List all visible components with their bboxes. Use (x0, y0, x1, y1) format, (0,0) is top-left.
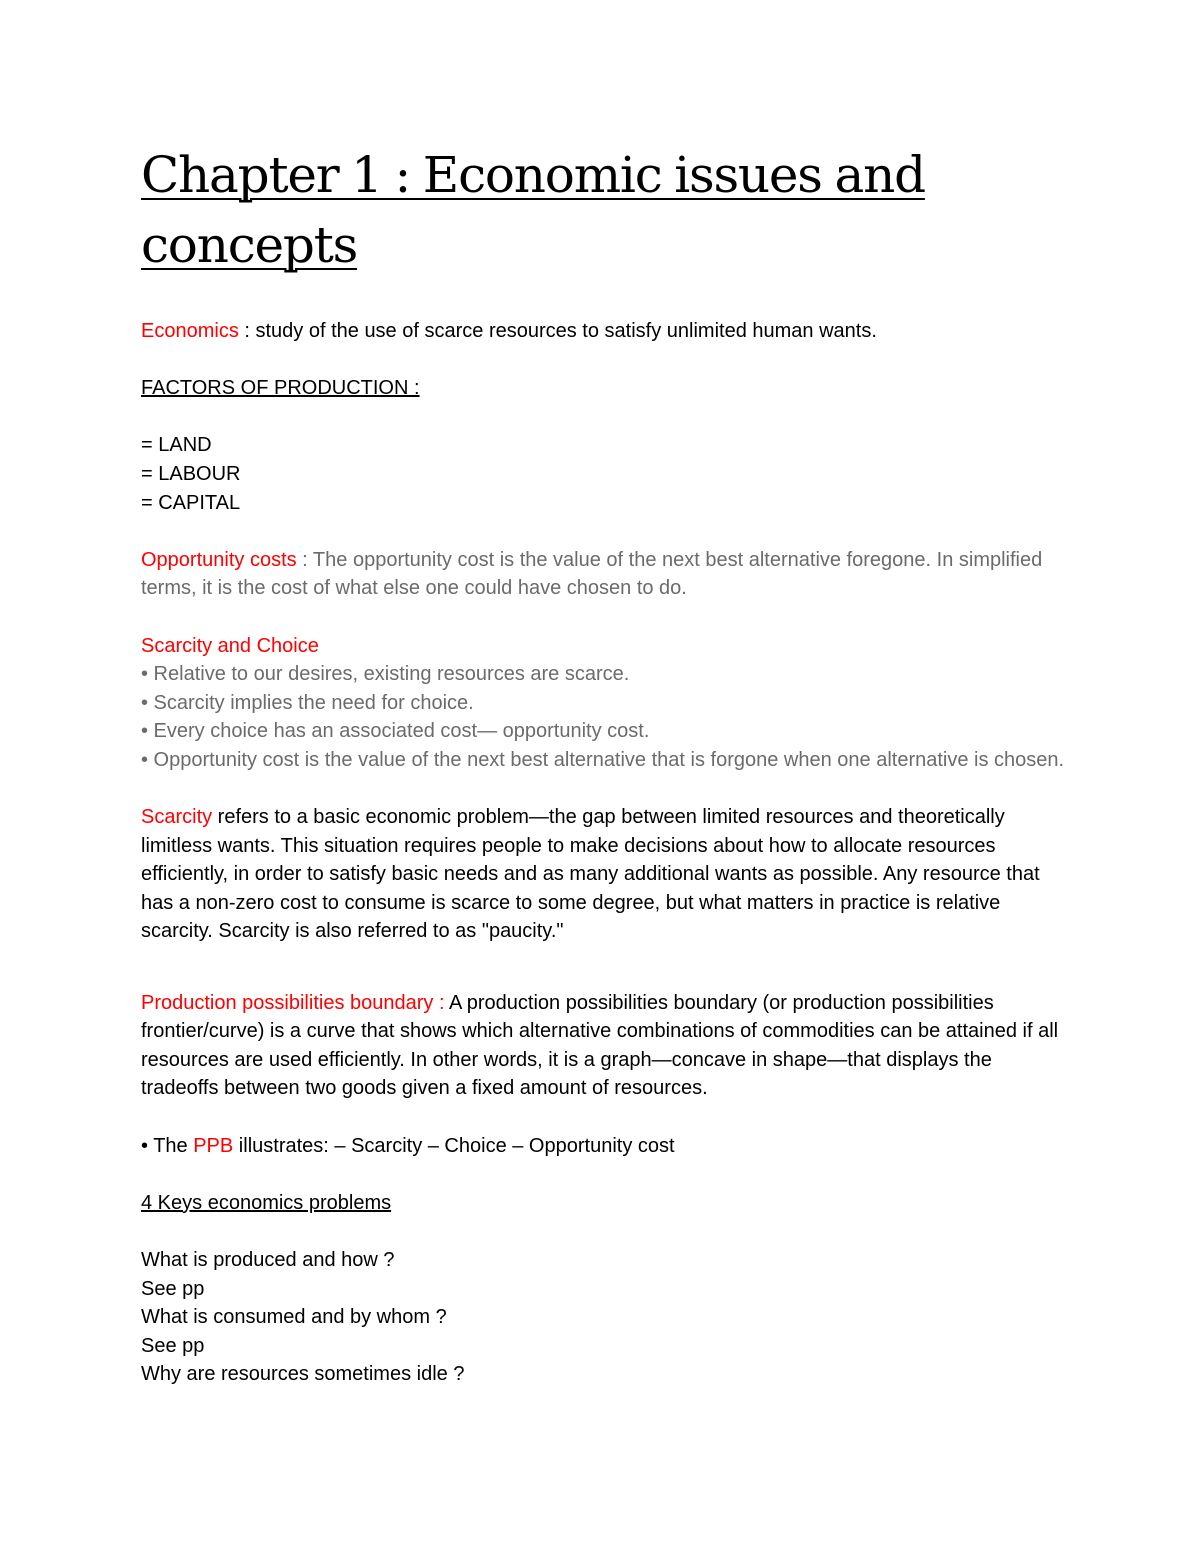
economics-term: Economics (141, 320, 239, 342)
list-item: • Relative to our desires, existing resources are scarce. (141, 663, 630, 686)
ppb-abbreviation: PPB (193, 1134, 234, 1157)
factors-heading: FACTORS OF PRODUCTION : (141, 377, 420, 400)
opportunity-term: Opportunity costs (141, 548, 297, 571)
list-item: • Scarcity implies the need for choice. (141, 691, 474, 714)
list-item: • Every choice has an associated cost— opportunity cost. (141, 720, 650, 743)
economics-definition (141, 317, 1071, 346)
problem-line: What is produced and how ? (141, 1249, 395, 1271)
factor-item-capital: = CAPITAL (141, 491, 241, 514)
document-page (141, 140, 1071, 1389)
problems-heading: 4 Keys economics problems (141, 1191, 392, 1214)
factor-item-land: = LAND (141, 434, 212, 457)
factor-item-labour: = LABOUR (141, 462, 241, 485)
page-title: Chapter 1 : Economic issues and concepts (141, 146, 925, 274)
problem-line: See pp (141, 1334, 205, 1357)
problem-line: See pp (141, 1277, 205, 1300)
scarcity-choice-heading: Scarcity and Choice (141, 634, 319, 657)
ppb-illustrates-line: • The PPB illustrates: – Scarcity – Choice – Opportunity cost (141, 1134, 675, 1157)
opportunity-definition (141, 546, 1071, 603)
opportunity-text: : The opportunity cost is the value of the next best alternative foregone. In simplified terms, it is the cost of what else one could have chosen to do. (141, 548, 1043, 600)
ppb-definition (141, 989, 1071, 1103)
ppb-term: Production possibilities boundary : (141, 991, 449, 1014)
scarcity-term: Scarcity (141, 806, 213, 829)
list-item: • Opportunity cost is the value of the next best alternative that is forgone when one alternative is chosen. (141, 748, 1065, 771)
scarcity-text: refers to a basic economic problem—the gap between limited resources and theoretically limitless wants. This situation requires people to make decisions about how to allocate resources efficiently, in order to satisfy basic needs and as many additional wants as possible. Any resource that has a non-zero cost to consume is scarce to some degree, but what matters in practice is relative scarcity. Scarcity is also referred to as "paucity." (141, 806, 1040, 943)
ppb-text: A production possibilities boundary (or production possibilities frontier/curve) is a curve that shows which alternative combinations of commodities can be attained if all resources are used efficiently. In other words, it is a graph—concave in shape—that displays the tradeoffs between two goods given a fixed amount of resources. (141, 991, 1059, 1100)
problem-line: Why are resources sometimes idle ? (141, 1363, 465, 1386)
economics-text: : study of the use of scarce resources to satisfy unlimited human wants. (238, 320, 877, 342)
problem-line: What is consumed and by whom ? (141, 1306, 447, 1329)
scarcity-definition (141, 803, 1071, 946)
